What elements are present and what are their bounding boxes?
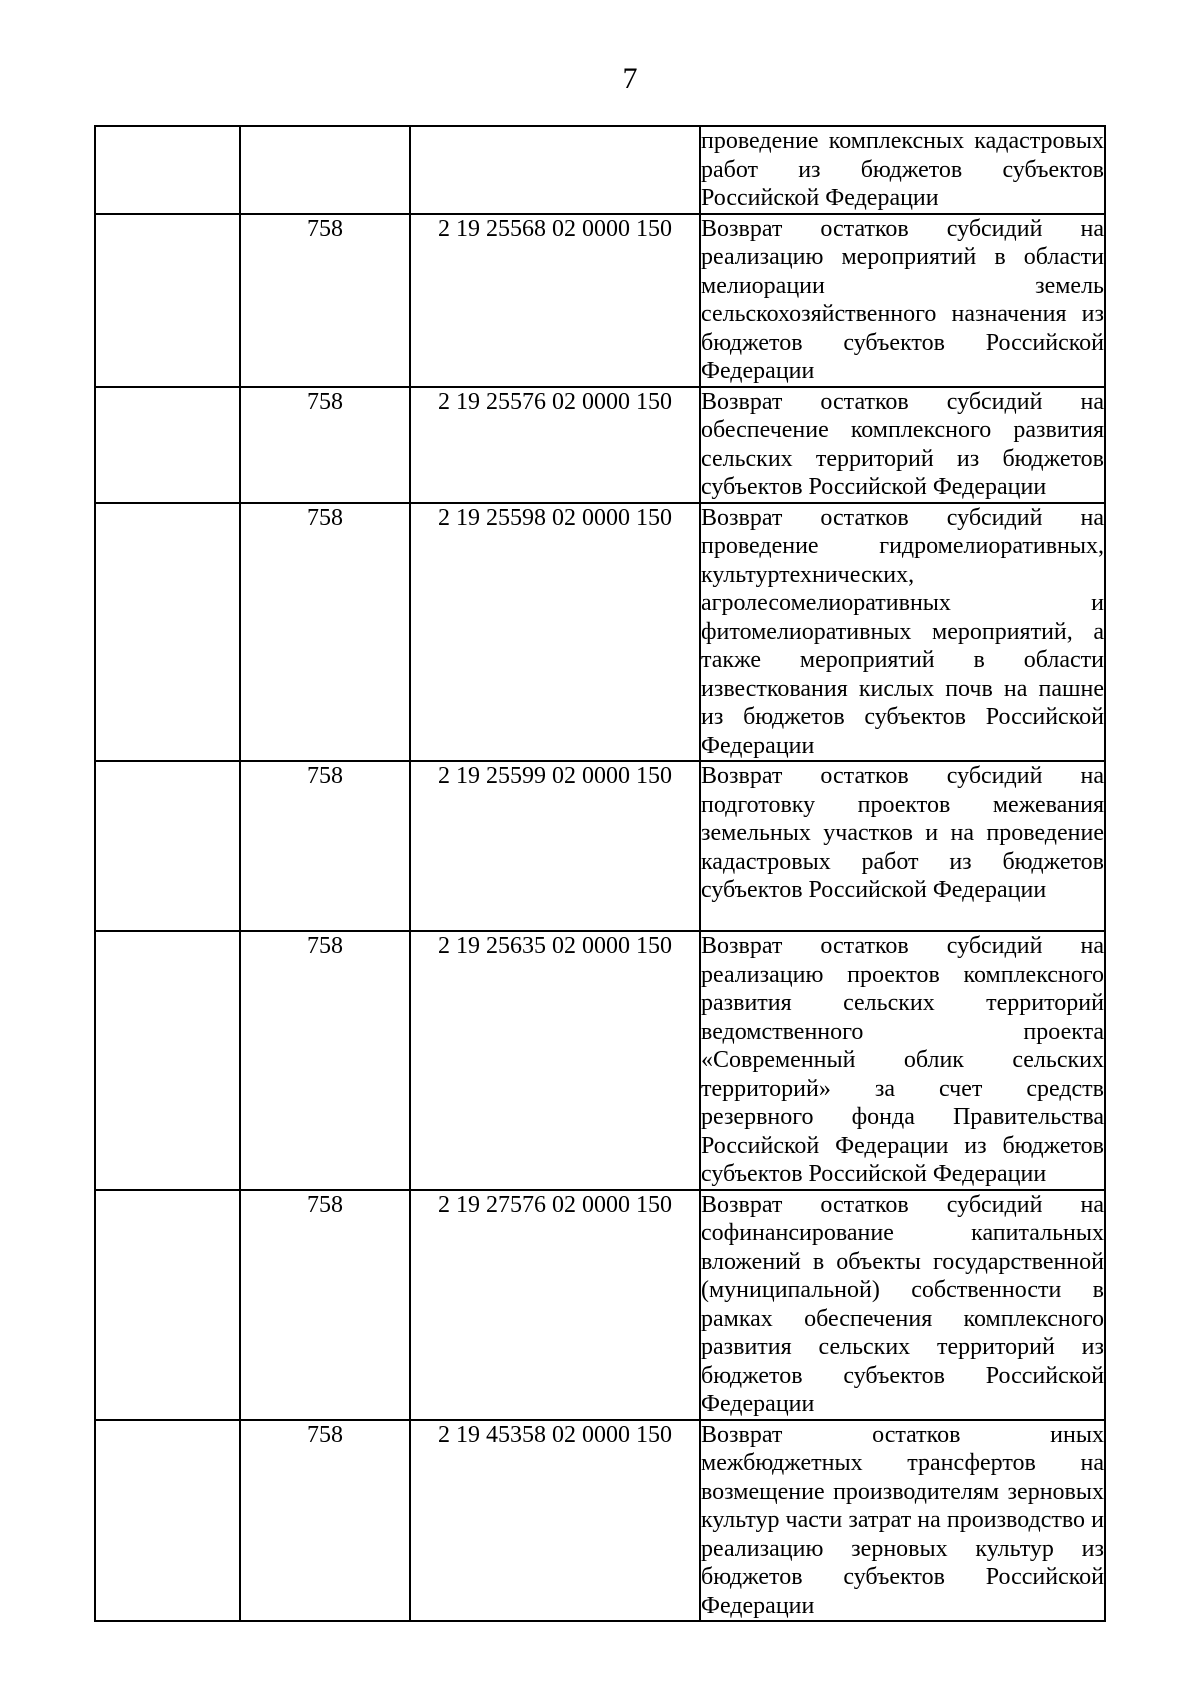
budget-code-cell: 2 19 25599 02 0000 150 — [410, 761, 700, 931]
income-name-cell: Возврат остатков субсидий на реализацию проектов комплексного развития сельских территорий ведомственного проекта «Современный облик сельских территорий» за счет средств резервного фонда Правительства Российской Федерации из бюджетов субъектов Российской Федерации — [700, 931, 1105, 1190]
admin-code-cell: 758 — [240, 503, 410, 762]
budget-code-cell: 2 19 25635 02 0000 150 — [410, 931, 700, 1190]
admin-code-cell — [240, 126, 410, 214]
table-row — [95, 1190, 1105, 1420]
admin-code-cell: 758 — [240, 761, 410, 931]
budget-code-cell — [410, 126, 700, 214]
empty-cell — [95, 931, 240, 1190]
budget-code-cell: 2 19 25568 02 0000 150 — [410, 214, 700, 387]
empty-cell — [95, 1190, 240, 1420]
income-name-cell: Возврат остатков иных межбюджетных трансфертов на возмещение производителям зерновых культур части затрат на производство и реализацию зерновых культур из бюджетов субъектов Российской Федерации — [700, 1420, 1105, 1622]
table-row — [95, 931, 1105, 1190]
empty-cell — [95, 214, 240, 387]
empty-cell — [95, 387, 240, 503]
budget-code-cell: 2 19 27576 02 0000 150 — [410, 1190, 700, 1420]
budget-code-cell: 2 19 25576 02 0000 150 — [410, 387, 700, 503]
income-name-cell: Возврат остатков субсидий на подготовку проектов межевания земельных участков и на проведение кадастровых работ из бюджетов субъектов Российской Федерации — [700, 761, 1105, 931]
table-row — [95, 126, 1105, 214]
page-number: 7 — [622, 62, 638, 95]
income-name-cell: Возврат остатков субсидий на проведение гидромелиоративных, культуртехнических, агролесомелиоративных и фитомелиоративных мероприятий, а также мероприятий в области известкования кислых почв на пашне из бюджетов субъектов Российской Федерации — [700, 503, 1105, 762]
table-row — [95, 1420, 1105, 1622]
empty-cell — [95, 126, 240, 214]
table-row — [95, 387, 1105, 503]
empty-cell — [95, 503, 240, 762]
income-name-cell: Возврат остатков субсидий на реализацию мероприятий в области мелиорации земель сельскохозяйственного назначения из бюджетов субъектов Российской Федерации — [700, 214, 1105, 387]
admin-code-cell: 758 — [240, 387, 410, 503]
admin-code-cell: 758 — [240, 1190, 410, 1420]
table-row — [95, 503, 1105, 762]
budget-codes-table — [94, 125, 1106, 1622]
income-name-cell: проведение комплексных кадастровых работ из бюджетов субъектов Российской Федерации — [700, 126, 1105, 214]
budget-code-cell: 2 19 45358 02 0000 150 — [410, 1420, 700, 1622]
budget-code-cell: 2 19 25598 02 0000 150 — [410, 503, 700, 762]
income-name-cell: Возврат остатков субсидий на софинансирование капитальных вложений в объекты государственной (муниципальной) собственности в рамках обеспечения комплексного развития сельских территорий из бюджетов субъектов Российской Федерации — [700, 1190, 1105, 1420]
empty-cell — [95, 1420, 240, 1622]
empty-cell — [95, 761, 240, 931]
table-row — [95, 761, 1105, 931]
admin-code-cell: 758 — [240, 931, 410, 1190]
admin-code-cell: 758 — [240, 214, 410, 387]
admin-code-cell: 758 — [240, 1420, 410, 1622]
income-name-cell: Возврат остатков субсидий на обеспечение комплексного развития сельских территорий из бюджетов субъектов Российской Федерации — [700, 387, 1105, 503]
table-row — [95, 214, 1105, 387]
